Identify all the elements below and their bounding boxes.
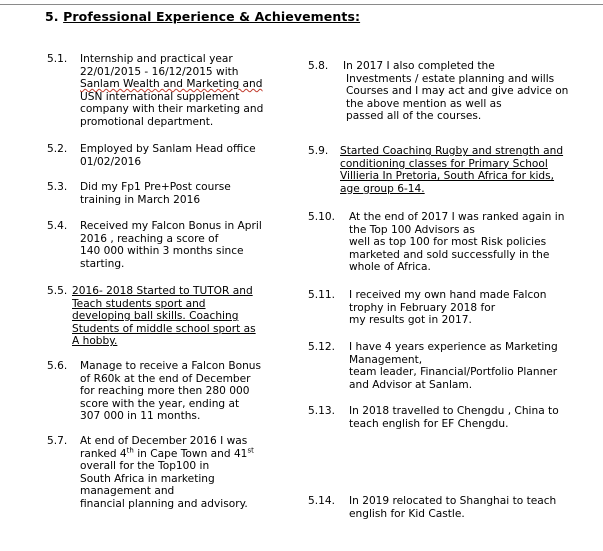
item-line: age group 6-14. [340,182,425,195]
item-line: Sanlam Wealth and Marketing and [80,78,263,91]
item-text [80,220,262,270]
item-line: team leader, Financial/Portfolio Planner [349,366,558,379]
item-text [349,405,559,430]
item-number: 5.11. [308,289,335,301]
item-line: Investments / estate planning and wills [346,72,555,85]
item-number: 5.2. [47,143,68,155]
section-heading [45,9,360,24]
item-line: the above mention as well as [346,97,502,110]
page-top-rule [0,4,603,5]
item-line: marketed and sold successfully in the [349,248,550,261]
item-line: english for Kid Castle. [349,507,465,520]
item-number: 5.13. [308,405,335,417]
item-line: 2016 , reaching a score of [80,232,219,245]
item-line: developing ball skills. Coaching [72,310,239,323]
item-line: conditioning classes for Primary School [340,157,548,170]
item-line: At end of December 2016 I was [80,435,248,447]
item-line: Started Coaching Rugby and strength and [340,145,564,157]
item-line: South Africa in marketing [80,472,215,485]
item-line: Internship and practical year [80,53,233,65]
item-number: 5.3. [47,181,68,193]
item-number: 5.10. [308,211,335,223]
item-line: starting. [80,257,125,270]
item-line: trophy in February 2018 for [349,301,496,314]
item-number: 5.12. [308,341,335,353]
item-text [72,285,256,348]
item-line: score with the year, ending at [80,397,240,410]
item-line: company with their marketing and [80,103,264,116]
item-number: 5.7. [47,435,68,447]
item-line: I have 4 years experience as Marketing [349,341,558,353]
item-line: A hobby. [72,335,118,348]
item-line: In 2018 travelled to Chengdu , China to [349,405,559,417]
ranking-text: ranked 4 [80,447,127,460]
item-line: promotional department. [80,115,214,128]
item-text [349,211,564,274]
item-line: 140 000 within 3 months since [80,245,244,258]
item-text [349,495,556,520]
item-text [349,289,547,327]
item-text [349,341,558,391]
item-text [343,60,568,123]
item-line: for reaching more then 280 000 [80,385,250,398]
item-text [80,181,231,206]
item-line: Did my Fp1 Pre+Post course [80,181,231,193]
item-line: my results got in 2017. [349,314,472,327]
item-line: In 2017 I also completed the [343,60,495,72]
section-title: Professional Experience & Achievements: [63,9,361,24]
item-line: Management, [349,353,423,366]
item-line: In 2019 relocated to Shanghai to teach [349,495,557,507]
item-line: teach english for EF Chengdu. [349,417,509,430]
item-number: 5.14. [308,495,335,507]
item-line: Students of middle school sport as [72,322,256,335]
item-text [80,360,261,423]
item-line: Received my Falcon Bonus in April [80,220,262,232]
item-line: Teach students sport and [72,297,206,310]
item-line: Villieria In Pretoria, South Africa for kids, [340,170,555,183]
item-number: 5.6. [47,360,68,372]
ordinal-suffix: th [126,446,134,455]
item-line: overall for the Top100 in [80,460,210,473]
item-number: 5.8. [308,60,329,72]
item-line: USN international supplement [80,90,240,103]
item-number: 5.4. [47,220,68,232]
item-line [80,448,254,461]
item-number: 5.1. [47,53,68,65]
item-line: At the end of 2017 I was ranked again in [349,211,565,223]
item-text [80,143,256,168]
item-line: training in March 2016 [80,193,201,206]
item-line: well as top 100 for most Risk policies [349,236,547,249]
item-line: and Advisor at Sanlam. [349,378,473,391]
item-text [80,435,254,511]
item-line: 01/02/2016 [80,155,142,168]
item-line: Manage to receive a Falcon Bonus [80,360,262,372]
item-line: management and [80,485,175,498]
item-line: 307 000 in 11 months. [80,410,201,423]
item-number: 5.5. [47,285,68,297]
ranking-text: in Cape Town and 41 [133,447,248,460]
item-line: I received my own hand made Falcon [349,289,547,301]
ordinal-suffix: st [247,446,254,455]
item-line: Employed by Sanlam Head office [80,143,256,155]
item-line: the Top 100 Advisors as [349,223,475,236]
item-number: 5.9. [308,145,329,157]
item-line: passed all of the courses. [346,110,482,123]
item-text [80,53,263,129]
item-line: of R60k at the end of December [80,372,251,385]
item-line: 22/01/2015 - 16/12/2015 with [80,65,239,78]
item-line: whole of Africa. [349,261,431,274]
item-line: 2016- 2018 Started to TUTOR and [72,285,253,297]
item-line: financial planning and advisory. [80,497,248,510]
item-text [340,145,563,195]
item-line: Courses and I may act and give advice on [346,85,569,98]
section-number: 5. [45,9,59,24]
